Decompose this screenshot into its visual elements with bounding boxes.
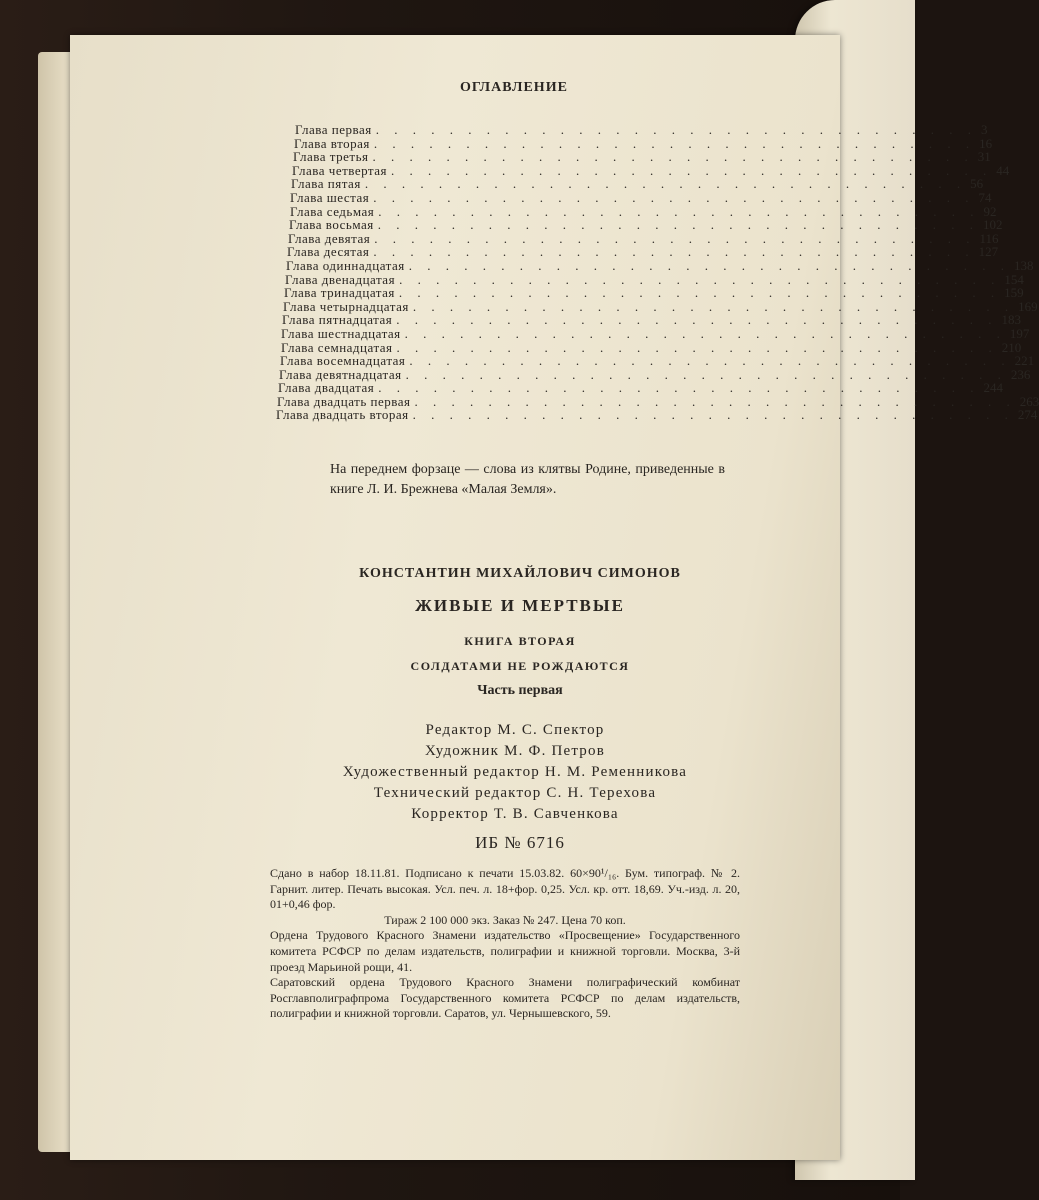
toc-entry-page: 236: [1010, 366, 1031, 382]
toc-entry-label: Глава девятая: [288, 230, 371, 246]
toc-entry: [285, 271, 1024, 287]
toc-entry-label: Глава шестнадцатая: [281, 325, 401, 341]
toc-entry-page: 16: [979, 135, 993, 151]
imprint-printer: Саратовский ордена Трудового Красного Знамени полиграфический комбинат Росглавполиграфпрома Государственного комитета РСФСР по делам издательств, полиграфии и книжной торговли. Саратов, ул. Чернышевского, 59.: [270, 975, 740, 1021]
toc-entry-page: 102: [983, 217, 1003, 233]
toc-leader-dots: . . . . . . . . . . . . . . . . . . . . . . . . . . . . . . . . .: [378, 380, 980, 396]
toc-entry-label: Глава восьмая: [289, 217, 374, 233]
toc-entry: [284, 285, 1024, 301]
toc-leader-dots: . . . . . . . . . . . . . . . . . . . . . . . . . . . . . . . . .: [398, 285, 1001, 301]
toc-entry-label: Глава шестая: [290, 189, 370, 205]
toc-entry-page: 56: [970, 176, 984, 192]
toc-entry-page: 92: [983, 203, 997, 219]
imprint-circulation: Тираж 2 100 000 экз. Заказ № 247. Цена 70 коп.: [384, 912, 626, 927]
toc-leader-dots: . . . . . . . . . . . . . . . . . . . . . . . . . . . . . . . . .: [412, 298, 1015, 314]
toc-leader-dots: . . . . . . . . . . . . . . . . . . . . . . . . . . . . . . . . .: [391, 162, 993, 178]
toc-entry-page: 197: [1009, 325, 1030, 341]
credits: [290, 720, 740, 825]
toc-leader-dots: . . . . . . . . . . . . . . . . . . . . . . . . . . . . . . . . .: [364, 176, 967, 192]
toc-entry-label: Глава семнадцатая: [281, 339, 393, 355]
credit-line: Художник М. Ф. Петров: [425, 743, 605, 759]
toc-entry-page: 221: [1014, 353, 1035, 369]
credit-line: Технический редактор С. Н. Терехова: [373, 785, 657, 801]
toc-leader-dots: . . . . . . . . . . . . . . . . . . . . . . . . . . . . . . . . .: [373, 135, 976, 151]
toc-leader-dots: . . . . . . . . . . . . . . . . . . . . . . . . . . . . . . . . .: [405, 366, 1007, 382]
book-part: Часть первая: [477, 683, 563, 698]
toc-entry-label: Глава двадцать первая: [277, 393, 411, 409]
toc-leader-dots: . . . . . . . . . . . . . . . . . . . . . . . . . . . . . . . . .: [373, 189, 975, 205]
toc-entry: [281, 339, 1022, 355]
book-number: КНИГА ВТОРАЯ: [464, 634, 576, 648]
toc-entry-label: Глава третья: [293, 149, 369, 165]
credit-line: Корректор Т. В. Савченкова: [411, 806, 619, 822]
book-subtitle: СОЛДАТАМИ НЕ РОЖДАЮТСЯ: [410, 659, 630, 673]
credit-line: Художественный редактор Н. М. Ременникова: [342, 764, 688, 780]
book-title: ЖИВЫЕ И МЕРТВЫЕ: [415, 596, 625, 615]
toc-entry-label: Глава вторая: [294, 135, 370, 151]
toc-leader-dots: . . . . . . . . . . . . . . . . . . . . . . . . . . . . . . . . .: [396, 312, 998, 328]
toc-leader-dots: . . . . . . . . . . . . . . . . . . . . . . . . . . . . . . . . .: [372, 149, 974, 165]
toc-entry-page: 183: [1001, 312, 1021, 328]
table-of-contents: [276, 122, 1039, 423]
toc-leader-dots: . . . . . . . . . . . . . . . . . . . . . . . . . . . . . . . . .: [378, 203, 980, 219]
endpaper-note: На переднем форзаце — слова из клятвы Родине, приведенные в книге Л. И. Брежнева «Малая Земля».: [330, 462, 725, 497]
toc-entry-label: Глава одиннадцатая: [286, 257, 405, 273]
toc-entry-page: 169: [1018, 298, 1038, 314]
toc-entry-label: Глава двадцать вторая: [276, 407, 409, 423]
toc-leader-dots: . . . . . . . . . . . . . . . . . . . . . . . . . . . . . . . . .: [396, 339, 998, 355]
toc-entry-page: 31: [977, 149, 991, 165]
toc-entry-page: 44: [996, 162, 1010, 178]
toc-entry: [278, 380, 1003, 396]
toc-entry: [289, 217, 1003, 233]
imprint-print-details: Сдано в набор 18.11.81. Подписано к печати 15.03.82. 60×90¹/₁₆. Бум. типограф. № 2. Гарнит. литер. Печать высокая. Усл. печ. л. 18+фор. 0,25. Усл. кр. отт. 18,69. Уч.-изд. л. 20, 01+0,46 фор.: [270, 866, 740, 912]
toc-entry-page: 263: [1019, 393, 1039, 409]
toc-leader-dots: . . . . . . . . . . . . . . . . . . . . . . . . . . . . . . . . .: [373, 244, 975, 260]
toc-entry: [280, 353, 1035, 369]
toc-entry-page: 244: [983, 380, 1003, 396]
toc-leader-dots: . . . . . . . . . . . . . . . . . . . . . . . . . . . . . . . . .: [374, 230, 976, 246]
toc-leader-dots: . . . . . . . . . . . . . . . . . . . . . . . . . . . . . . . . .: [375, 122, 977, 137]
toc-leader-dots: . . . . . . . . . . . . . . . . . . . . . . . . . . . . . . . . .: [414, 393, 1016, 409]
toc-entry-page: 274: [1017, 407, 1038, 423]
toc-entry: [292, 162, 1010, 178]
ib-number: ИБ № 6716: [475, 833, 565, 852]
toc-entry-label: Глава первая: [295, 122, 372, 137]
toc-leader-dots: . . . . . . . . . . . . . . . . . . . . . . . . . . . . . . . . .: [408, 257, 1011, 273]
imprint: [270, 866, 740, 1022]
toc-title: ОГЛАВЛЕНИЕ: [460, 80, 568, 95]
toc-entry: [283, 298, 1038, 314]
toc-entry: [294, 135, 993, 151]
toc-entry-page: 116: [979, 230, 999, 246]
toc-entry-label: Глава четырнадцатая: [283, 298, 409, 314]
imprint-publisher: Ордена Трудового Красного Знамени издательство «Просвещение» Государственного комитета РСФСР по делам издательств, полиграфии и книжной торговли. Москва, 3-й проезд Марьиной рощи, 41.: [270, 928, 740, 974]
toc-leader-dots: . . . . . . . . . . . . . . . . . . . . . . . . . . . . . . . . .: [412, 407, 1014, 423]
toc-entry: [279, 366, 1031, 382]
toc-entry: [276, 407, 1038, 423]
credit-line: Редактор М. С. Спектор: [425, 722, 605, 738]
toc-entry: [277, 393, 1039, 409]
toc-entry: [293, 149, 991, 165]
toc-entry-label: Глава двенадцатая: [285, 271, 396, 287]
toc-entry-label: Глава тринадцатая: [284, 285, 395, 301]
toc-entry-label: Глава седьмая: [290, 203, 375, 219]
toc-entry-page: 138: [1014, 257, 1034, 273]
toc-entry-label: Глава пятнадцатая: [282, 312, 393, 328]
toc-entry: [295, 122, 988, 137]
toc-entry-label: Глава десятая: [287, 244, 370, 260]
toc-entry: [282, 312, 1021, 328]
toc-entry: [290, 189, 992, 205]
toc-entry-label: Глава четвертая: [292, 162, 388, 178]
toc-entry: [290, 203, 997, 219]
toc-entry-page: 210: [1001, 339, 1022, 355]
toc-leader-dots: . . . . . . . . . . . . . . . . . . . . . . . . . . . . . . . . .: [409, 353, 1011, 369]
toc-entry-page: 154: [1004, 271, 1024, 287]
toc-entry: [281, 325, 1030, 341]
toc-leader-dots: . . . . . . . . . . . . . . . . . . . . . . . . . . . . . . . . .: [399, 271, 1001, 287]
toc-entry-page: 74: [978, 189, 992, 205]
toc-entry-page: 159: [1004, 285, 1024, 301]
toc-entry-page: 3: [980, 122, 988, 137]
toc-entry-label: Глава девятнадцатая: [279, 366, 402, 382]
toc-entry: [288, 230, 999, 246]
toc-entry-label: Глава пятая: [291, 176, 361, 192]
author-name: КОНСТАНТИН МИХАЙЛОВИЧ СИМОНОВ: [359, 566, 681, 581]
toc-entry-label: Глава восемнадцатая: [280, 353, 406, 369]
toc-entry: [286, 257, 1034, 273]
toc-leader-dots: . . . . . . . . . . . . . . . . . . . . . . . . . . . . . . . . .: [377, 217, 979, 233]
toc-entry-label: Глава двадцатая: [278, 380, 375, 396]
toc-entry: [291, 176, 984, 192]
toc-entry-page: 127: [978, 244, 999, 260]
toc-leader-dots: . . . . . . . . . . . . . . . . . . . . . . . . . . . . . . . . .: [404, 325, 1006, 341]
toc-entry: [287, 244, 999, 260]
